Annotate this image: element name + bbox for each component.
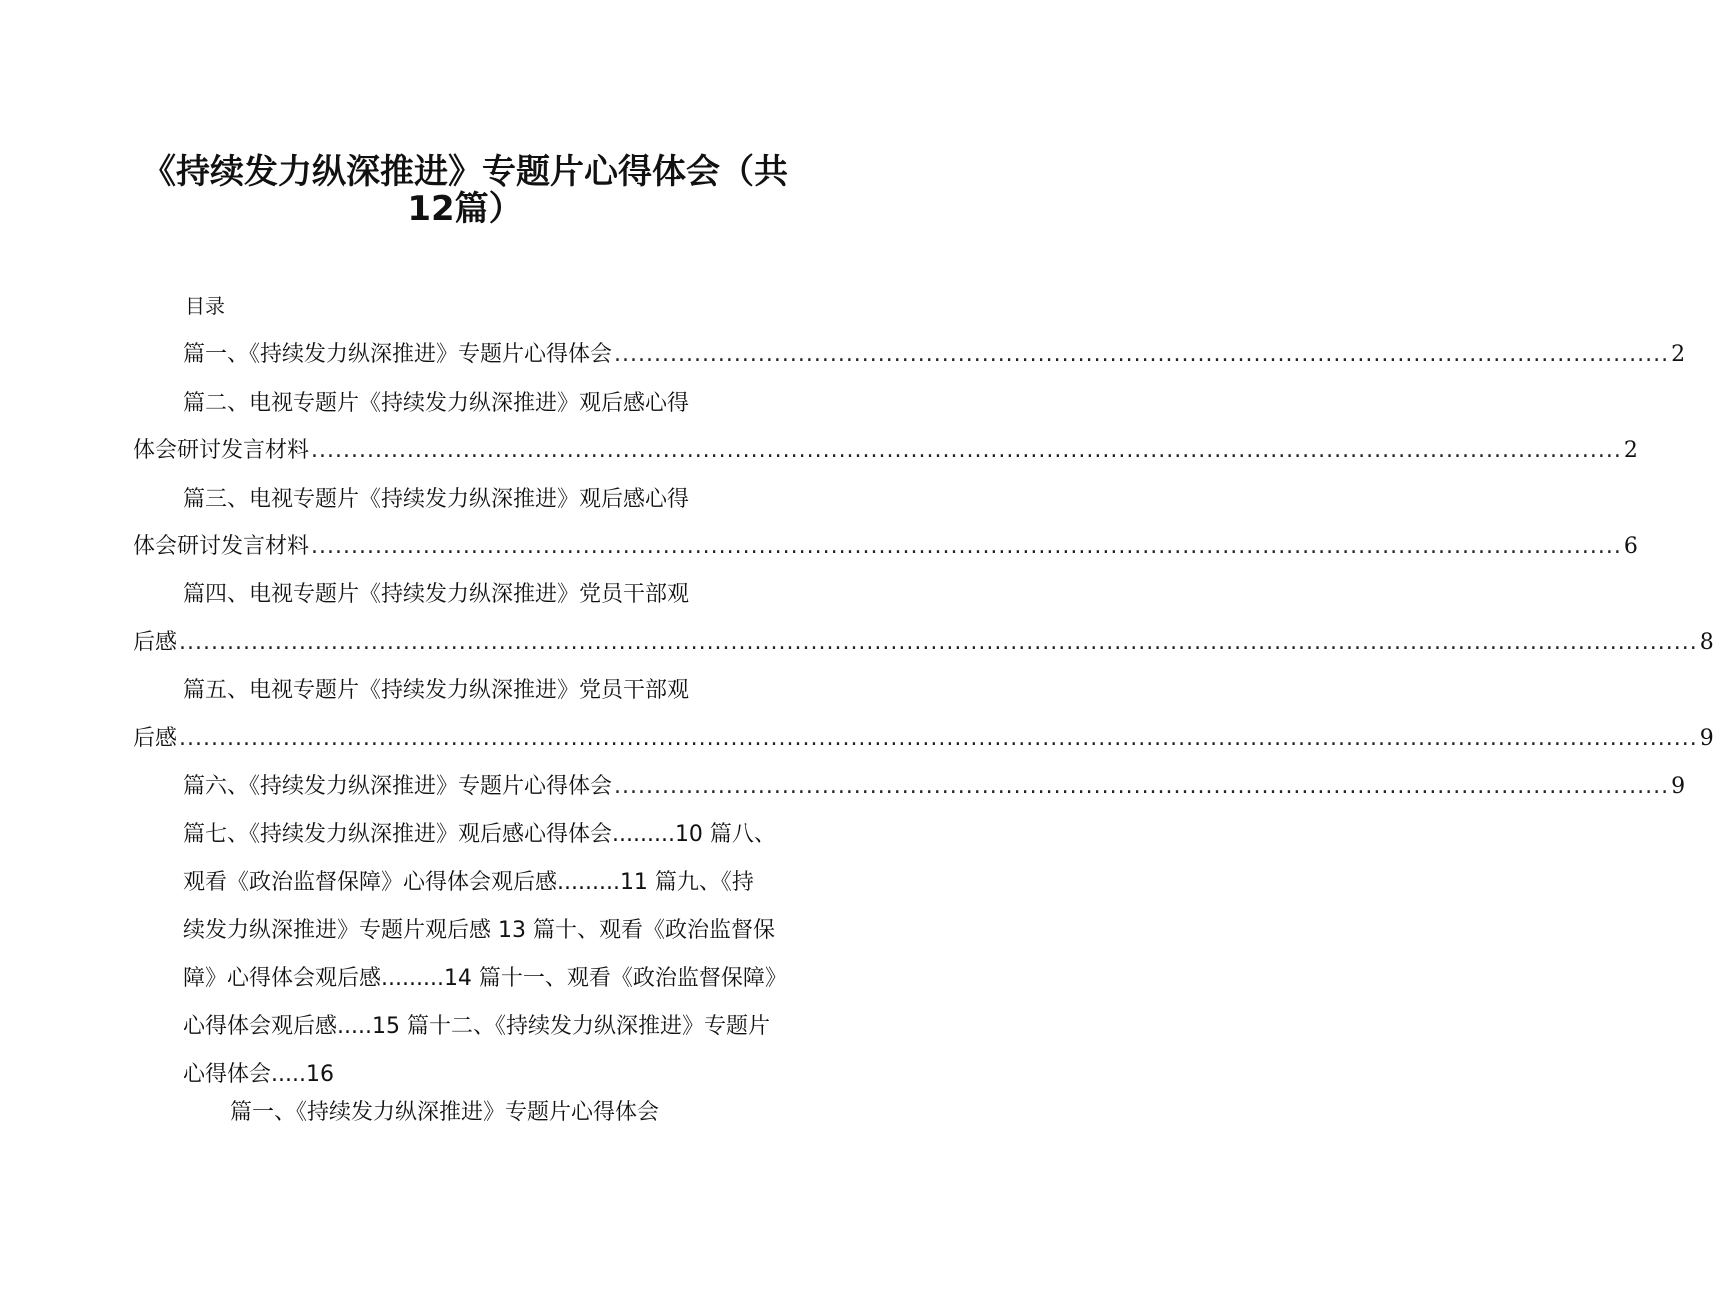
- toc-runon-line[interactable]: 障》心得体会观后感.........14 篇十一、观看《政治监督保障》: [183, 966, 787, 991]
- toc-entry-text: 篇六、《持续发力纵深推进》专题片心得体会: [183, 774, 613, 799]
- document-title-line-1: 《持续发力纵深推进》专题片心得体会（共: [142, 152, 788, 192]
- dot-leader: ....................................................................................................................................................................: [311, 534, 1622, 559]
- toc-entry-5[interactable]: [133, 724, 1714, 754]
- toc-runon-line[interactable]: 续发力纵深推进》专题片观后感 13 篇十、观看《政治监督保: [183, 918, 775, 943]
- toc-runon-line[interactable]: 篇七、《持续发力纵深推进》观后感心得体会.........10 篇八、: [183, 822, 776, 847]
- toc-runon-line[interactable]: 心得体会观后感.....15 篇十二、《持续发力纵深推进》专题片: [183, 1014, 770, 1039]
- toc-entry-3-line-1[interactable]: 篇三、电视专题片《持续发力纵深推进》观后感心得: [183, 487, 690, 512]
- toc-page-number: 8: [1699, 630, 1714, 655]
- dot-leader: ..............................................................................................................................................................................................: [179, 630, 1698, 655]
- toc-entry-text: 后感: [133, 726, 178, 751]
- toc-heading: 目录: [185, 294, 225, 318]
- toc-page-number: 2: [1671, 342, 1686, 367]
- toc-page-number: 6: [1623, 534, 1638, 559]
- toc-entry-text: 体会研讨发言材料: [133, 438, 310, 463]
- toc-entry-text: 体会研讨发言材料: [133, 534, 310, 559]
- section-heading: 篇一、《持续发力纵深推进》专题片心得体会: [230, 1100, 660, 1125]
- toc-runon-line[interactable]: 观看《政治监督保障》心得体会观后感.........11 篇九、《持: [183, 870, 754, 895]
- toc-runon-line[interactable]: 心得体会.....16: [183, 1062, 334, 1087]
- toc-page-number: 9: [1699, 726, 1714, 751]
- dot-leader: ..............................................................................................................................................................................................: [179, 726, 1698, 751]
- toc-entry-4[interactable]: [133, 628, 1714, 658]
- toc-entry-5-line-1[interactable]: 篇五、电视专题片《持续发力纵深推进》党员干部观: [183, 678, 690, 703]
- toc-entry-text: 篇一、《持续发力纵深推进》专题片心得体会: [183, 342, 613, 367]
- toc-entry-2-line-1[interactable]: 篇二、电视专题片《持续发力纵深推进》观后感心得: [183, 391, 690, 416]
- toc-page-number: 2: [1623, 438, 1638, 463]
- toc-entry-4-line-1[interactable]: 篇四、电视专题片《持续发力纵深推进》党员干部观: [183, 582, 690, 607]
- toc-entry-1[interactable]: [183, 340, 1686, 370]
- toc-entry-3[interactable]: [133, 532, 1638, 562]
- dot-leader: ....................................................................................................................................................................: [311, 438, 1622, 463]
- toc-entry-text: 后感: [133, 630, 178, 655]
- toc-entry-2[interactable]: [133, 436, 1638, 466]
- dot-leader: ....................................................................................................................................: [614, 774, 1670, 799]
- dot-leader: ....................................................................................................................................: [614, 342, 1670, 367]
- document-title-line-2: 12篇）: [407, 189, 523, 229]
- toc-page-number: 9: [1671, 774, 1686, 799]
- toc-entry-6[interactable]: [183, 772, 1686, 802]
